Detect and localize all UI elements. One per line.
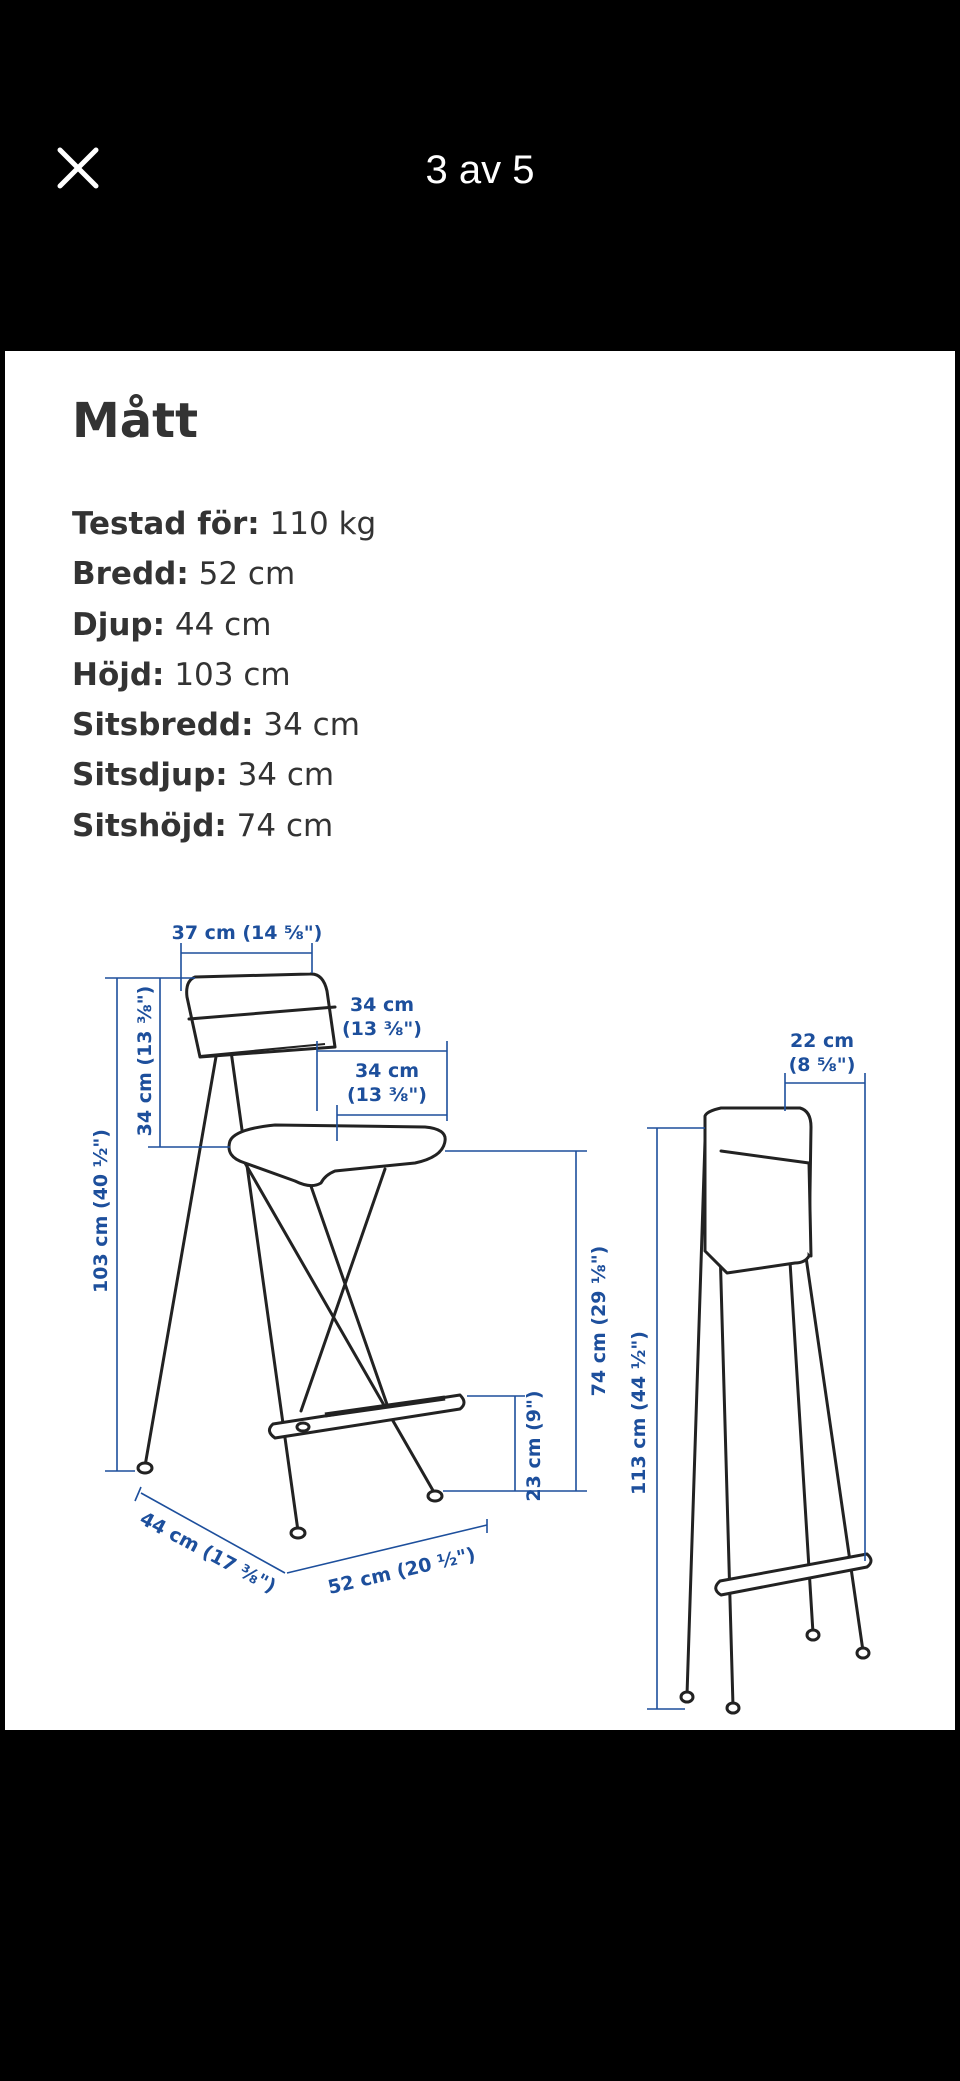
spec-label: Testad för: (72, 506, 260, 542)
label-seat-width-cm: 34 cm (349, 994, 415, 1016)
rear-right-leg (231, 1051, 298, 1531)
foot (857, 1648, 869, 1658)
foot (807, 1630, 819, 1640)
label-seat-width-in: (13 ⅜") (342, 1018, 422, 1040)
spec-value: 44 cm (174, 606, 272, 643)
label-seat-depth-in: (13 ⅜") (347, 1084, 427, 1106)
label-width: 52 cm (20 ½") (325, 1543, 478, 1599)
label-footrest-height: 23 cm (9") (523, 1390, 545, 1502)
label-total-height: 103 cm (40 ½") (90, 1129, 112, 1293)
label-back-height: 34 cm (13 ⅜") (134, 985, 156, 1137)
label-folded-depth-in: (8 ⅝") (788, 1054, 856, 1076)
page-title: Mått (72, 393, 199, 449)
foot (291, 1528, 305, 1538)
label-seat-depth-cm: 34 cm (354, 1060, 420, 1082)
dimension-drawing (5, 351, 955, 1730)
dimension-labels (90, 922, 610, 1599)
label-depth: 44 cm (17 ⅜") (136, 1507, 280, 1598)
image-counter: 3 av 5 (425, 148, 535, 192)
foot (138, 1463, 152, 1473)
spec-label: Sitsdjup: (72, 757, 228, 794)
spec-value: 110 kg (269, 506, 377, 542)
spec-value: 34 cm (237, 757, 335, 794)
spec-label: Sitshöjd: (72, 807, 227, 844)
label-seat-height: 74 cm (29 ⅛") (588, 1245, 610, 1397)
spec-label: Höjd: (72, 656, 165, 693)
folded-stool-drawing (681, 1108, 871, 1713)
spec-value: 52 cm (198, 556, 296, 593)
cross-brace (301, 1169, 385, 1411)
foot (681, 1692, 693, 1702)
spec-label: Sitsbredd: (72, 707, 254, 744)
foot (428, 1491, 442, 1501)
foot (727, 1703, 739, 1713)
dimensions-image (5, 351, 955, 1730)
label-folded-height: 113 cm (44 ½") (628, 1331, 650, 1495)
bar-stool-drawing (138, 974, 464, 1538)
spec-value: 74 cm (236, 807, 334, 844)
folded-leg (687, 1141, 705, 1695)
viewer-header (0, 0, 960, 350)
label-folded-depth-cm: 22 cm (789, 1030, 855, 1052)
spec-value: 103 cm (174, 656, 291, 693)
foot (297, 1423, 309, 1431)
folded-footrest (716, 1554, 871, 1595)
spec-label: Bredd: (72, 556, 189, 593)
spec-value: 34 cm (263, 707, 360, 744)
spec-label: Djup: (72, 606, 166, 643)
label-back-width: 37 cm (14 ⅝") (171, 922, 323, 944)
front-right-leg (245, 1163, 435, 1494)
